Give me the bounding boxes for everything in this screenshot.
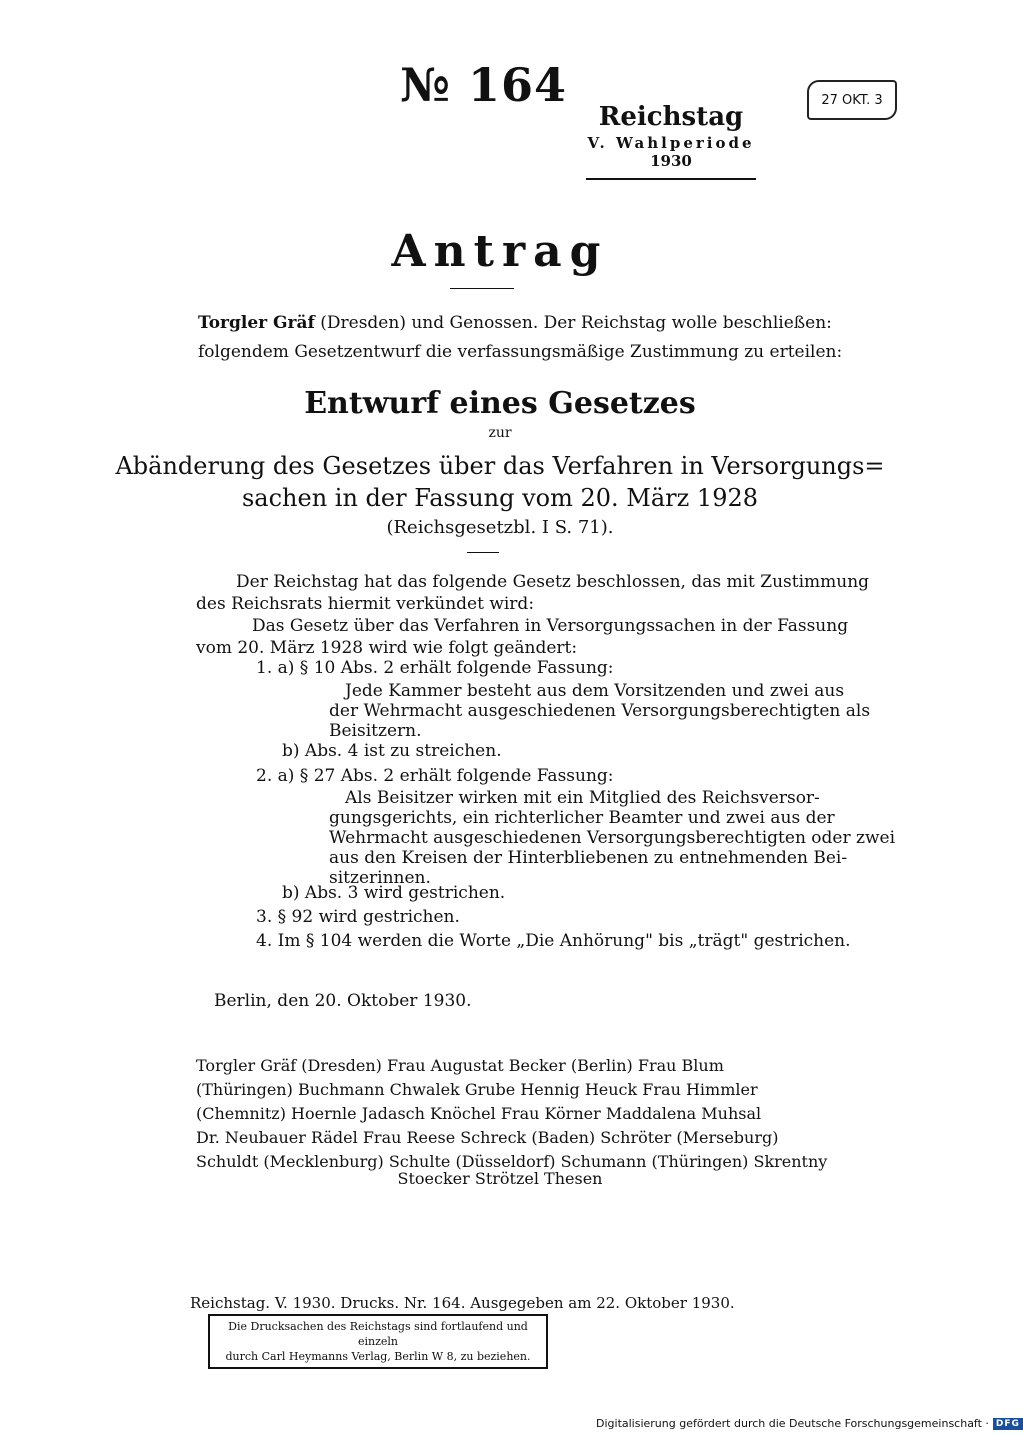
quote-1-line: der Wehrmacht ausgeschiedenen Versorgungsberechtigten als	[329, 701, 871, 721]
draft-divider	[467, 552, 499, 553]
header-rule	[586, 178, 756, 180]
body-paragraph-1a: Der Reichstag hat das folgende Gesetz beschlossen, das mit Zustimmung	[236, 572, 870, 592]
title-divider	[450, 288, 514, 289]
draft-subtitle-1: Abänderung des Gesetzes über das Verfahren in Versorgungs=	[115, 452, 885, 480]
signature-line: Stoecker Strötzel Thesen	[397, 1169, 603, 1188]
quote-2-line: aus den Kreisen der Hinterbliebenen zu entnehmenden Bei-	[329, 848, 848, 868]
quote-2-line: gungsgerichts, ein richterlicher Beamter und zwei aus der	[329, 808, 835, 828]
print-footer: Reichstag. V. 1930. Drucks. Nr. 164. Ausgegeben am 22. Oktober 1930.	[190, 1294, 735, 1312]
signature-line: Dr. Neubauer Rädel Frau Reese Schreck (Baden) Schröter (Merseburg)	[196, 1128, 779, 1147]
publisher-notice	[208, 1314, 548, 1369]
draft-subtitle-3: (Reichsgesetzbl. I S. 71).	[386, 517, 614, 538]
quote-1-line: Beisitzern.	[329, 721, 422, 741]
session-year: 1930	[650, 152, 692, 170]
publisher-notice-line: durch Carl Heymanns Verlag, Berlin W 8, zu beziehen.	[225, 1350, 531, 1363]
signature-line: (Chemnitz) Hoernle Jadasch Knöchel Frau Körner Maddalena Muhsal	[196, 1104, 762, 1123]
quote-2-line: Wehrmacht ausgeschiedenen Versorgungsberechtigten oder zwei	[329, 828, 896, 848]
body-paragraph-2a: Das Gesetz über das Verfahren in Versorgungssachen in der Fassung	[252, 616, 849, 636]
item-1a: 1. a) § 10 Abs. 2 erhält folgende Fassung:	[256, 658, 614, 678]
body-paragraph-1b: des Reichsrats hiermit verkündet wird:	[196, 594, 535, 614]
signature-line: (Thüringen) Buchmann Chwalek Grube Hennig Heuck Frau Himmler	[196, 1080, 758, 1099]
quote-2-line: sitzerinnen.	[329, 868, 431, 888]
dfg-logo-icon: DFG	[993, 1418, 1023, 1430]
draft-title: Entwurf eines Gesetzes	[304, 386, 696, 421]
digitization-text: Digitalisierung gefördert durch die Deutsche Forschungsgemeinschaft ·	[596, 1417, 989, 1430]
draft-zur: zur	[488, 425, 512, 441]
quote-2-line: Als Beisitzer wirken mit ein Mitglied des Reichsversor-	[345, 788, 820, 808]
digitization-credit	[596, 1417, 1023, 1430]
place-and-date: Berlin, den 20. Oktober 1930.	[214, 991, 472, 1011]
item-3: 3. § 92 wird gestrichen.	[256, 907, 460, 927]
signature-line: Schuldt (Mecklenburg) Schulte (Düsseldorf) Schumann (Thüringen) Skrentny	[196, 1152, 828, 1171]
intro-line-1-rest: (Dresden) und Genossen. Der Reichstag wolle beschließen:	[314, 313, 832, 333]
intro-line-1	[198, 313, 832, 333]
intro-signers: Torgler Gräf	[198, 313, 315, 333]
document-number: № 164	[400, 58, 568, 112]
reichstag-block	[586, 102, 756, 170]
publisher-notice-line: Die Drucksachen des Reichstags sind fortlaufend und einzeln	[228, 1320, 528, 1348]
received-stamp: 27 OKT. 3	[807, 80, 897, 120]
intro-line-2: folgendem Gesetzentwurf die verfassungsmäßige Zustimmung zu erteilen:	[198, 342, 843, 362]
item-4: 4. Im § 104 werden die Worte „Die Anhörung" bis „trägt" gestrichen.	[256, 931, 851, 951]
draft-subtitle-2: sachen in der Fassung vom 20. März 1928	[241, 484, 758, 512]
item-2a: 2. a) § 27 Abs. 2 erhält folgende Fassung:	[256, 766, 614, 786]
page-title: Antrag	[391, 226, 609, 277]
item-1b: b) Abs. 4 ist zu streichen.	[282, 741, 502, 761]
item-2b: b) Abs. 3 wird gestrichen.	[282, 883, 506, 903]
chamber-name: Reichstag	[598, 102, 744, 132]
legislative-period: V. Wahlperiode	[587, 134, 755, 152]
body-paragraph-2b: vom 20. März 1928 wird wie folgt geändert:	[196, 638, 578, 658]
quote-1-line: Jede Kammer besteht aus dem Vorsitzenden und zwei aus	[345, 681, 845, 701]
signature-line: Torgler Gräf (Dresden) Frau Augustat Becker (Berlin) Frau Blum	[196, 1056, 724, 1075]
